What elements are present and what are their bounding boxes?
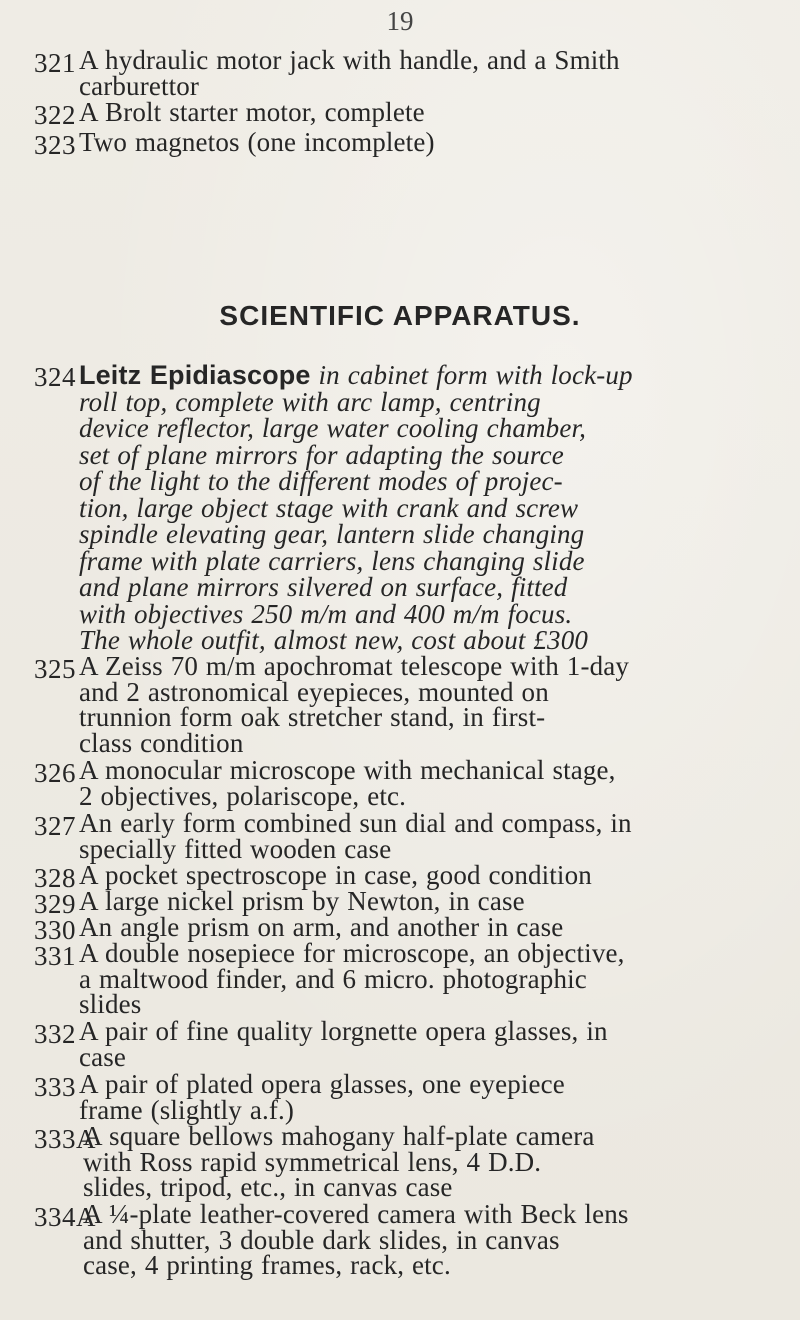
lot-number: 333 (34, 1072, 76, 1102)
lot-description: An early form combined sun dial and compass, in specially fitted wooden case (79, 808, 632, 864)
lot-number: 329 (34, 889, 76, 919)
lot-323 (34, 127, 794, 160)
lot-333 (34, 1069, 794, 1125)
lot-description: A monocular microscope with mechanical stage, 2 objectives, polariscope, etc. (79, 755, 616, 811)
lot-title: Leitz Epidiascope (79, 360, 311, 390)
lot-number: 333A (34, 1124, 96, 1154)
lot-324 (34, 362, 794, 654)
lot-description: A Brolt starter motor, complete (79, 97, 425, 127)
lot-328 (34, 860, 794, 893)
lot-description: A pocket spectroscope in case, good condition (79, 860, 592, 890)
page-number: 19 (386, 6, 414, 36)
section-heading: SCIENTIFIC APPARATUS. (219, 300, 581, 331)
lot-number: 328 (34, 863, 76, 893)
lot-description: An angle prism on arm, and another in case (79, 912, 564, 942)
lot-number: 322 (34, 100, 76, 130)
lot-number: 326 (34, 758, 76, 788)
lot-number: 332 (34, 1019, 76, 1049)
lot-number: 334A (34, 1202, 96, 1232)
lot-description: A square bellows mahogany half-plate camera with Ross rapid symmetrical lens, 4 D.D. slides, tripod, etc., in canvas case (83, 1121, 595, 1202)
lot-description: A pair of plated opera glasses, one eyepiece frame (slightly a.f.) (79, 1069, 565, 1125)
lot-329 (34, 886, 794, 919)
lot-327 (34, 808, 794, 864)
lot-number: 325 (34, 654, 76, 684)
lot-332 (34, 1016, 794, 1072)
lot-331 (34, 938, 794, 1019)
lot-330 (34, 912, 794, 945)
lot-number: 331 (34, 941, 76, 971)
lot-description: Leitz Epidiascope in cabinet form with lock-up roll top, complete with arc lamp, centring device reflector, large water cooling chamber, set of plane mirrors for adapting the source of the light to the different modes of projec- tion, large object stage with crank and screw spindle elevating gear, lantern slide changing frame with plate carriers, lens changing slide and plane mirrors silvered on surface, fitted with objectives 250 m/m and 400 m/m focus. The whole outfit, almost new, cost about £300 (79, 360, 633, 655)
lot-description: A hydraulic motor jack with handle, and a Smith carburettor (79, 45, 620, 101)
lot-description: A double nosepiece for microscope, an objective, a maltwood finder, and 6 micro. photographic slides (79, 938, 625, 1019)
lot-description: A ¼-plate leather-covered camera with Beck lens and shutter, 3 double dark slides, in canvas case, 4 printing frames, rack, etc. (83, 1199, 629, 1280)
lot-number: 330 (34, 915, 76, 945)
lot-322 (34, 97, 794, 130)
lot-number: 324 (34, 362, 76, 392)
lot-321 (34, 45, 794, 101)
lot-description: Two magnetos (one incomplete) (79, 127, 435, 157)
lot-number: 323 (34, 130, 76, 160)
lot-description: A Zeiss 70 m/m apochromat telescope with 1-day and 2 astronomical eyepieces, mounted on trunnion form oak stretcher stand, in first- class condition (79, 651, 630, 758)
lot-description: A large nickel prism by Newton, in case (79, 886, 525, 916)
lot-325 (34, 651, 794, 758)
lot-326 (34, 755, 794, 811)
lot-number: 321 (34, 48, 76, 78)
lot-333a (34, 1121, 794, 1202)
lot-334a (34, 1199, 794, 1280)
lot-number: 327 (34, 811, 76, 841)
lot-description: A pair of fine quality lorgnette opera glasses, in case (79, 1016, 608, 1072)
